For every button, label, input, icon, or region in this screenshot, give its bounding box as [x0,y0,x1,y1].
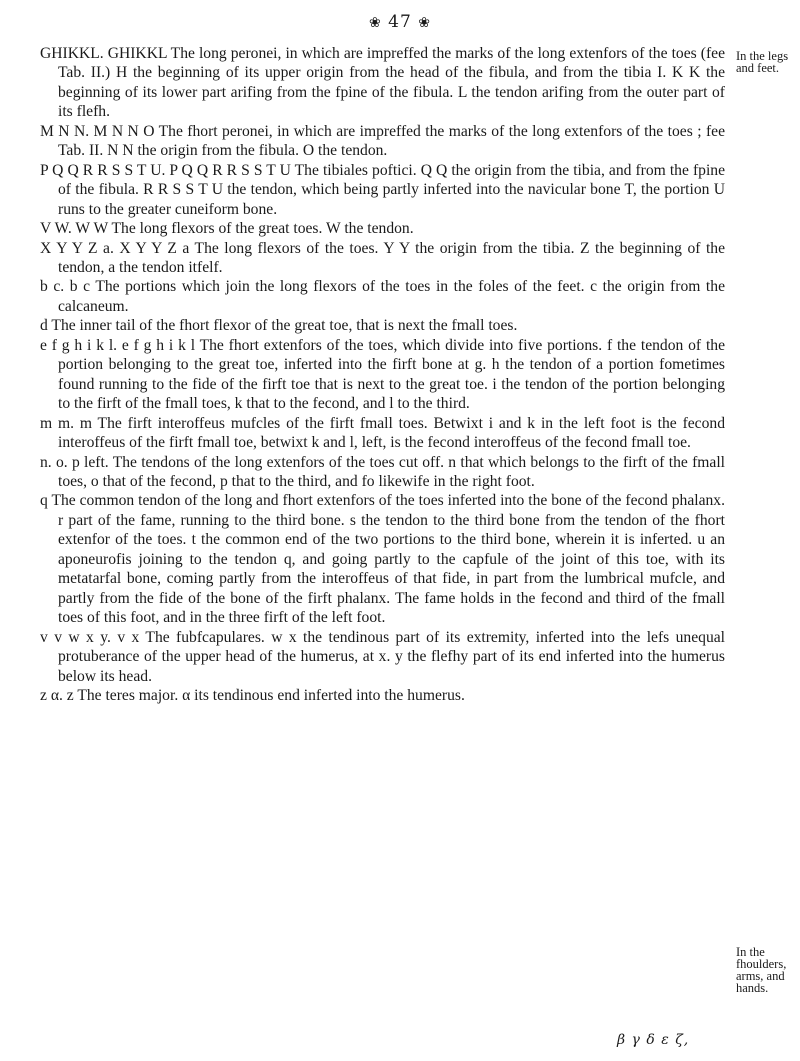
entry-common-tendon: q The common tendon of the long and fhort extenfors of the toes inferted into the bone of the fecond phalanx. r part of the fame, running to the third bone. s the tendon to the third bone from the tendon of the fhort extenfor of the toes. t the common end of the two portions to the third bone, wherein it is inferted. u an aponeurofis joining to the tendon q, and going partly to the capfule of the joint of this toe, with its metatarfal bone, coming partly from the interoffeus of that fide, in part from the lumbrical mufcle, and partly from the fide of the bone of the firft phalanx. The fame holds in the fecond and third of the fmall toes of this foot, and in the three firft of the left foot. [40,492,725,627]
entry-interossei: m m. m The firft interoffeus mufcles of the firft fmall toes. Betwixt i and k in the left foot is the fecond interoffeus of the firft fmall toe, betwixt k and l, left, is the fecond interoffeus of the fecond fmall toe. [40,414,725,452]
entry-teres-major: z α. z The teres major. α its tendinous end inferted into the humerus. [40,686,465,704]
margin-note-legs-feet: In the legs and feet. [736,49,789,75]
entry-tibiales-postici: P Q Q R R S S T U. P Q Q R R S S T U The tibiales poftici. Q Q the origin from the tibia, and from the fpine of the fibula. R R S S T U the tendon, which being partly inferted into the navicular bone T, the portion U runs to the greater cuneiform bone. [40,161,725,218]
entry-subscapulares: v v w x y. v x The fubfcapulares. w x the tendinous part of its extremity, inferted into the lefs unequal protuberance of the upper head of the humerus, at x. y the flefhy part of its end inferted into the humerus below its head. [40,628,725,685]
entry-long-flexors-toes: X Y Y Z a. X Y Y Z a The long flexors of the toes. Y Y the origin from the tibia. Z the beginning of the tendon, a the tendon itfelf. [40,239,725,276]
right-ornament-icon: ❀ [418,15,431,31]
entry-extensor-tendons-cut: n. o. p left. The tendons of the long extenfors of the toes cut off. n that which belongs to the firft of the fmall toes, o that of the fecond, p that to the third, and fo likewife in the right foot. [40,453,725,490]
catchword: β γ δ ε ζ, [617,1032,690,1048]
page-number: 47 [388,12,412,32]
left-ornament-icon: ❀ [369,15,382,31]
entry-short-flexor-great-toe: d The inner tail of the fhort flexor of the great toe, that is next the fmall toes. [40,317,518,335]
entry-peronei-breves: M N N. M N N O The fhort peronei, in which are impreffed the marks of the long extenfors of the toes ; fee Tab. II. N N the origin from the fibula. O the tendon. [40,122,725,160]
margin-note-shoulders-arms-hands: In the fhoulders, arms, and hands. [736,945,787,995]
entry-long-flexors-great-toes: V W. W W The long flexors of the great toes. W the tendon. [40,220,414,238]
entry-sole-portions: b c. b c The portions which join the long flexors of the toes in the foles of the feet. c the origin from the calcaneum. [40,278,725,315]
entry-peronei-longi: GHIKKL. GHIKKL The long peronei, in which are impreffed the marks of the long extenfors of the toes (fee Tab. II.) H the beginning of its upper origin from the head of the fibula, and from the tibia I. K K the beginning of its lower part arifing from the fpine of the fibula. L the tendon arifing from the outer part of its flefh. [40,45,725,121]
entry-short-extensors: e f g h i k l. e f g h i k l The fhort extenfors of the toes, which divide into five portions. f the tendon of the portion belonging to the great toe, inferted into the firft bone at g. h the tendon of a portion fometimes found running to the fide of the firft toe that is next to the great toe. i the tendon of the portion belonging to the firft of the fmall toes, k that to the fecond, and l to the third. [40,336,725,413]
main-text [40,44,725,705]
page-header [0,12,800,32]
